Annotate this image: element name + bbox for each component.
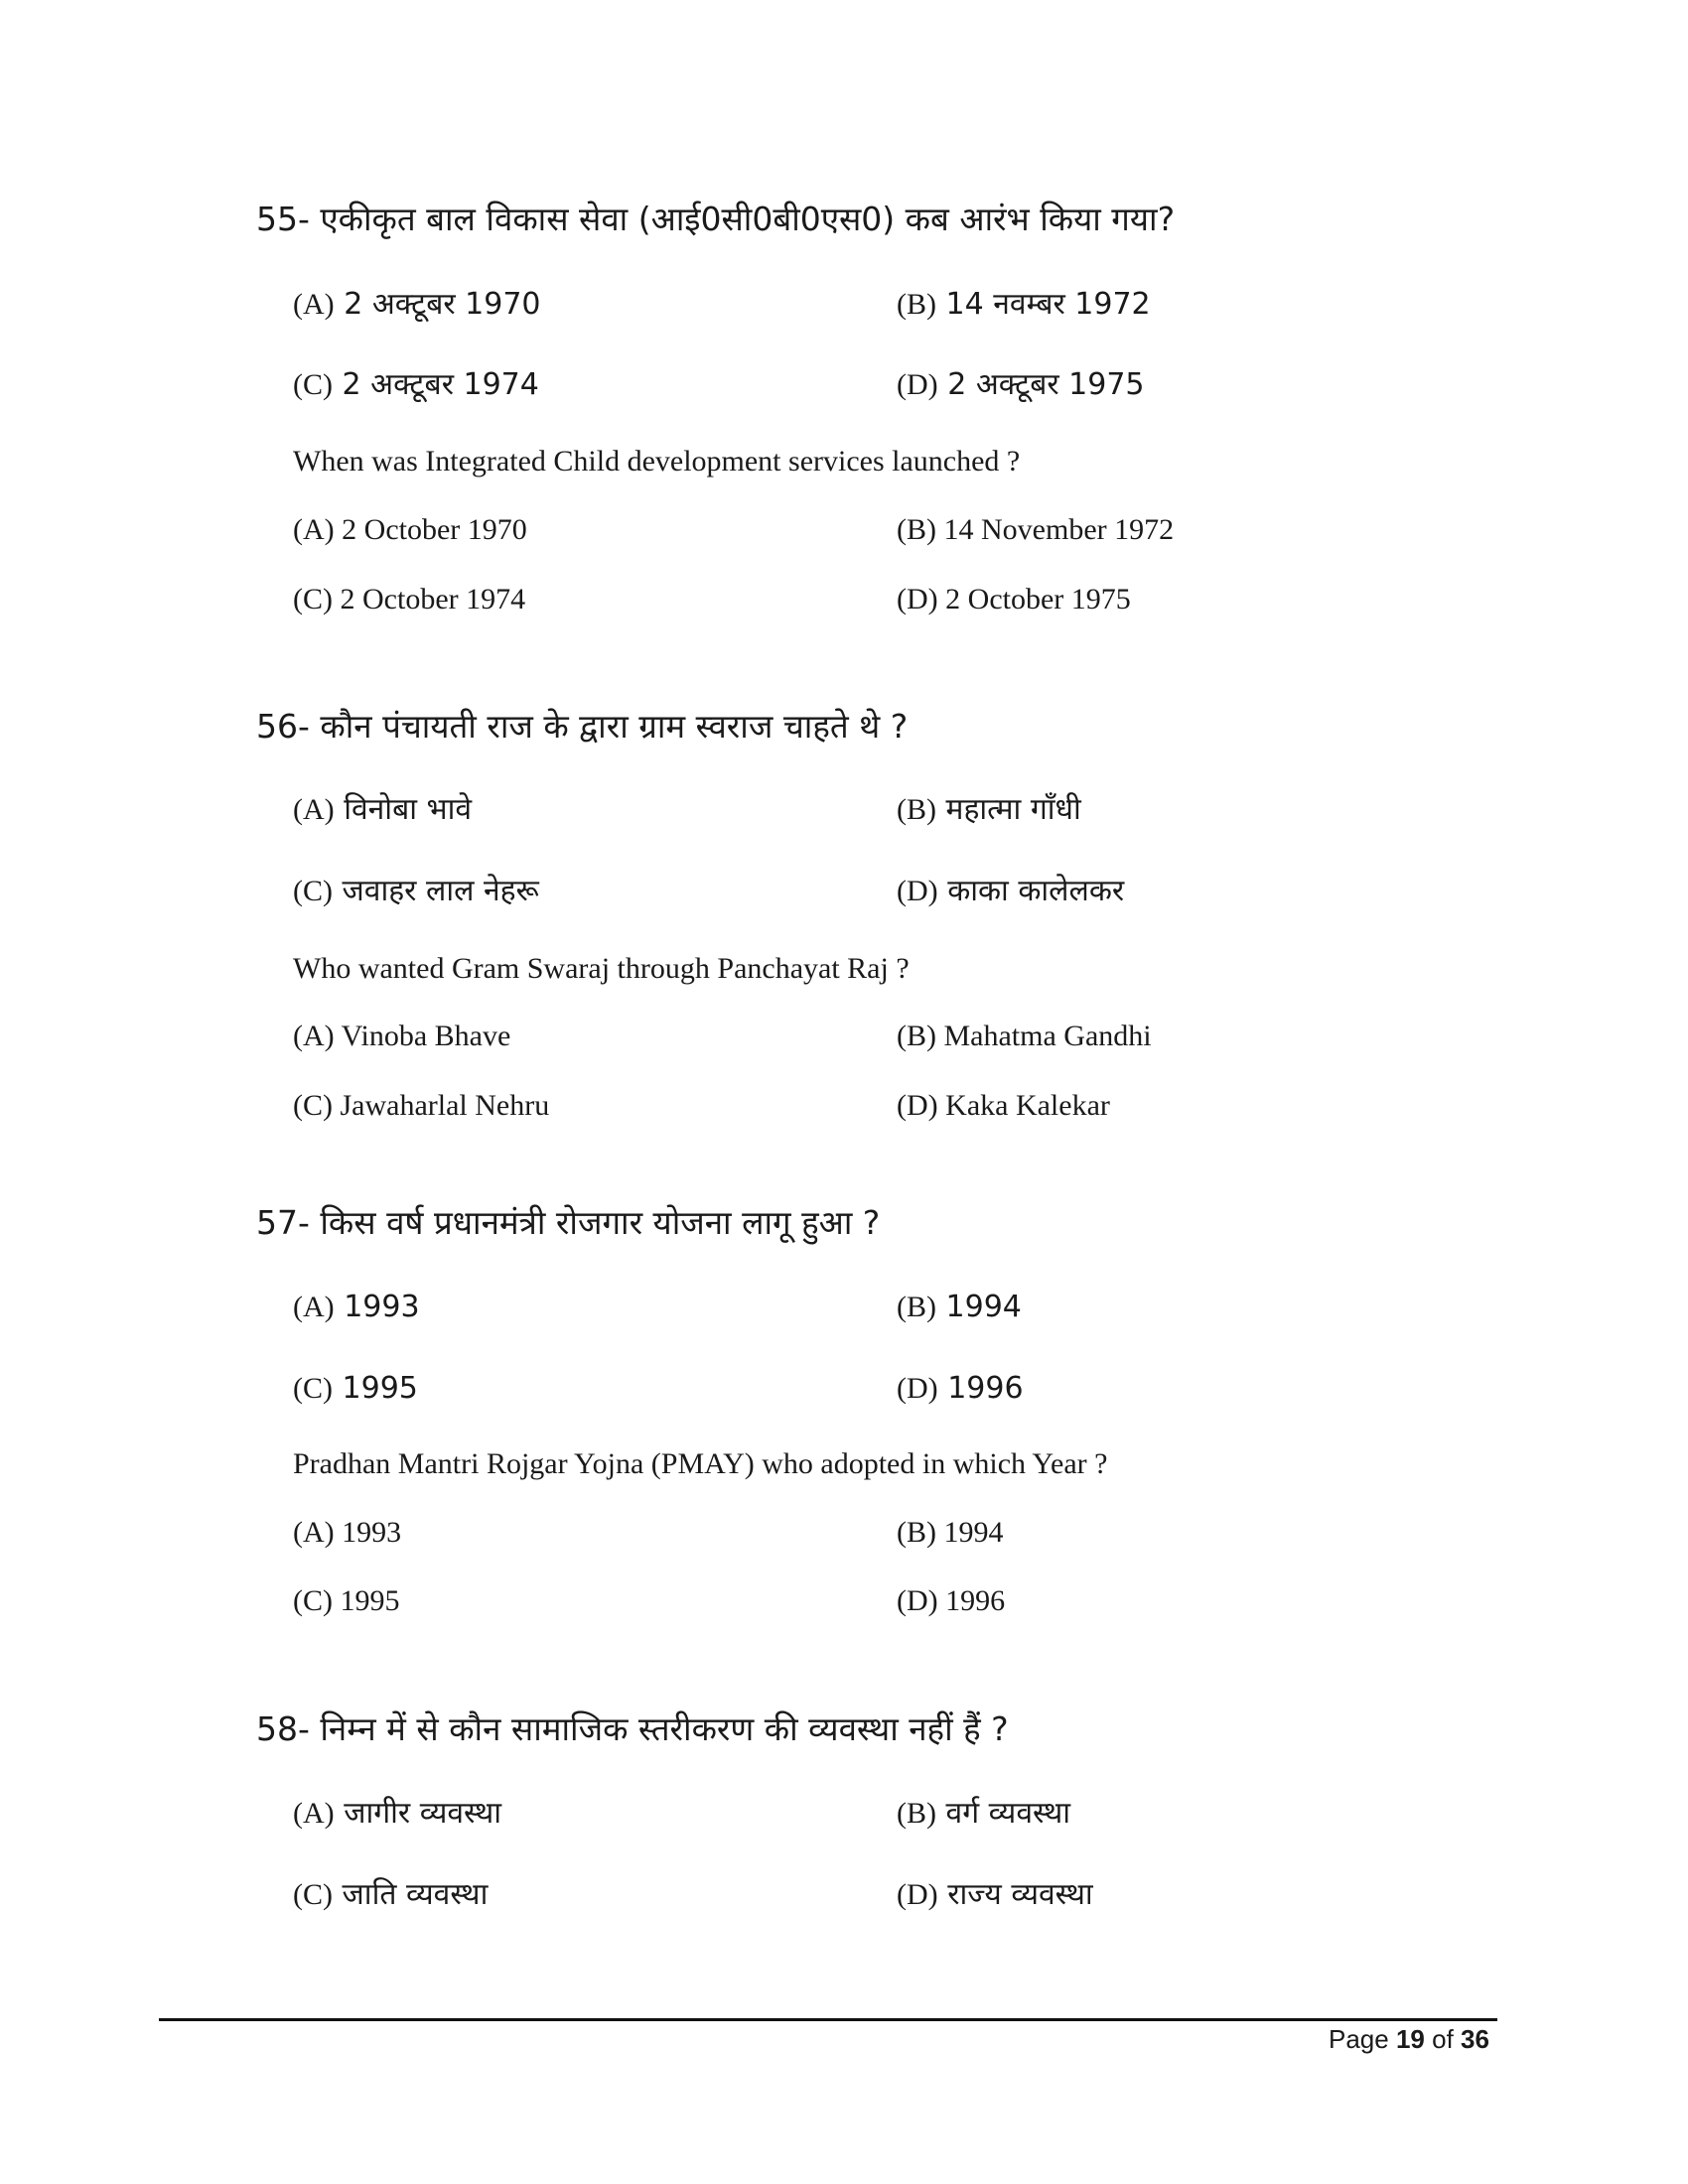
page-word: Page xyxy=(1329,2024,1389,2054)
q57-hi-option-d: (D) 1996 xyxy=(897,1371,1024,1406)
q56-hi-option-a: (A) विनोबा भावे xyxy=(293,792,473,827)
q57-en-option-a: (A) 1993 xyxy=(293,1516,402,1549)
q57-en-option-d: (D) 1996 xyxy=(897,1584,1006,1617)
q56-hi-option-c: (C) जवाहर लाल नेहरू xyxy=(293,874,539,908)
q57-en-option-b: (B) 1994 xyxy=(897,1516,1004,1549)
q55-en-option-d: (D) 2 October 1975 xyxy=(897,583,1131,615)
question-57-english: Pradhan Mantri Rojgar Yojna (PMAY) who adopted in which Year ? xyxy=(293,1447,1108,1480)
page-indicator xyxy=(1329,2021,1489,2057)
q55-en-option-c: (C) 2 October 1974 xyxy=(293,583,526,615)
q56-en-option-b: (B) Mahatma Gandhi xyxy=(897,1020,1152,1052)
total-pages: 36 xyxy=(1461,2024,1489,2054)
of-word: of xyxy=(1432,2024,1454,2054)
q57-hi-option-b: (B) 1994 xyxy=(897,1290,1022,1324)
q57-en-option-c: (C) 1995 xyxy=(293,1584,400,1617)
q56-hi-option-b: (B) महात्मा गाँधी xyxy=(897,792,1081,827)
question-58-hindi: 58- निम्न में से कौन सामाजिक स्तरीकरण की व्यवस्था नहीं हैं ? xyxy=(256,1709,1009,1748)
question-56-hindi: 56- कौन पंचायती राज के द्वारा ग्राम स्वराज चाहते थे ? xyxy=(256,707,909,746)
q56-en-option-c: (C) Jawaharlal Nehru xyxy=(293,1089,550,1122)
footer-divider xyxy=(159,2018,1497,2021)
question-55-hindi: 55- एकीकृत बाल विकास सेवा (आई0सी0बी0एस0) कब आरंभ किया गया? xyxy=(256,200,1176,238)
question-57-hindi: 57- किस वर्ष प्रधानमंत्री रोजगार योजना लागू हुआ ? xyxy=(256,1203,881,1242)
q55-hi-option-a: (A) 2 अक्टूबर 1970 xyxy=(293,287,541,322)
question-55-english: When was Integrated Child development services launched ? xyxy=(293,445,1021,478)
q58-hi-option-d: (D) राज्य व्यवस्था xyxy=(897,1877,1093,1912)
q55-hi-option-c: (C) 2 अक्टूबर 1974 xyxy=(293,367,539,402)
q56-en-option-d: (D) Kaka Kalekar xyxy=(897,1089,1110,1122)
q58-hi-option-c: (C) जाति व्यवस्था xyxy=(293,1877,489,1912)
q58-hi-option-b: (B) वर्ग व्यवस्था xyxy=(897,1796,1071,1831)
q57-hi-option-c: (C) 1995 xyxy=(293,1371,418,1406)
q55-hi-option-d: (D) 2 अक्टूबर 1975 xyxy=(897,367,1145,402)
q55-en-option-b: (B) 14 November 1972 xyxy=(897,513,1175,546)
q58-hi-option-a: (A) जागीर व्यवस्था xyxy=(293,1796,502,1831)
q57-hi-option-a: (A) 1993 xyxy=(293,1290,420,1324)
q56-hi-option-d: (D) काका कालेलकर xyxy=(897,874,1125,908)
q56-en-option-a: (A) Vinoba Bhave xyxy=(293,1020,511,1052)
q55-en-option-a: (A) 2 October 1970 xyxy=(293,513,527,546)
question-56-english: Who wanted Gram Swaraj through Panchayat Raj ? xyxy=(293,952,910,985)
page-number: 19 xyxy=(1395,2024,1425,2054)
q55-hi-option-b: (B) 14 नवम्बर 1972 xyxy=(897,287,1151,322)
